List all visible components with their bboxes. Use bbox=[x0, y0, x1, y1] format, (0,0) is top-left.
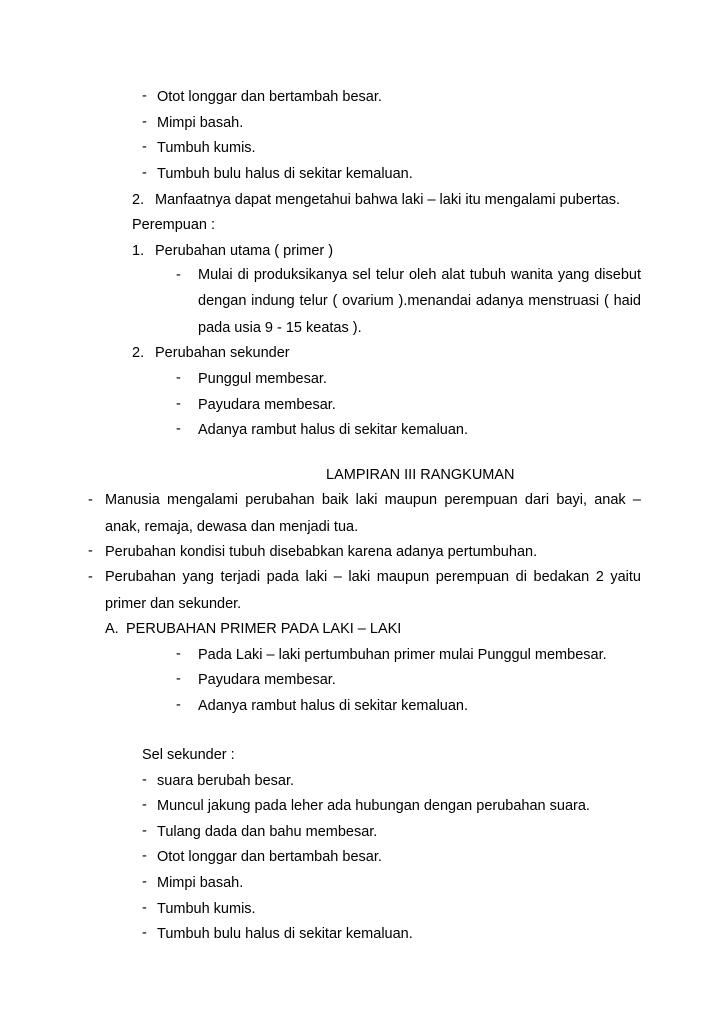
dash: - bbox=[142, 900, 147, 916]
list-item: suara berubah besar. bbox=[157, 773, 295, 789]
primer-line: pada usia 9 - 15 keatas ). bbox=[198, 320, 362, 336]
dash: - bbox=[176, 421, 181, 437]
dash: - bbox=[176, 370, 181, 386]
list-item: Tumbuh bulu halus di sekitar kemaluan. bbox=[157, 166, 413, 182]
list-item: Mimpi basah. bbox=[157, 115, 244, 131]
list-item: Adanya rambut halus di sekitar kemaluan. bbox=[198, 698, 469, 714]
dash: - bbox=[176, 396, 181, 412]
dash: - bbox=[88, 543, 93, 559]
primer-line: Mulai di produksikanya sel telur oleh alat tubuh wanita yang disebut bbox=[198, 267, 641, 283]
dash: - bbox=[142, 88, 147, 104]
dash: - bbox=[142, 925, 147, 941]
section-title: LAMPIRAN III RANGKUMAN bbox=[326, 467, 515, 483]
dash: - bbox=[142, 823, 147, 839]
list-item: Tulang dada dan bahu membesar. bbox=[157, 824, 378, 840]
perempuan-heading: Perempuan : bbox=[132, 217, 216, 233]
list-item: Tumbuh kumis. bbox=[157, 901, 256, 917]
list-item: Muncul jakung pada leher ada hubungan dengan perubahan suara. bbox=[157, 798, 590, 814]
dash: - bbox=[142, 848, 147, 864]
dash: - bbox=[176, 671, 181, 687]
section-a-title: PERUBAHAN PRIMER PADA LAKI – LAKI bbox=[126, 621, 402, 637]
summary-line: anak, remaja, dewasa dan menjadi tua. bbox=[105, 519, 359, 535]
sekunder-title: Perubahan sekunder bbox=[155, 345, 290, 361]
dash: - bbox=[142, 114, 147, 130]
list-item: Tumbuh kumis. bbox=[157, 140, 256, 156]
primer-line: dengan indung telur ( ovarium ).menandai adanya menstruasi ( haid bbox=[198, 293, 641, 309]
list-item: Otot longgar dan bertambah besar. bbox=[157, 849, 382, 865]
summary-line: primer dan sekunder. bbox=[105, 596, 242, 612]
dash: - bbox=[176, 697, 181, 713]
summary-line: Perubahan yang terjadi pada laki – laki maupun perempuan di bedakan 2 yaitu bbox=[105, 569, 641, 585]
summary-line: Perubahan kondisi tubuh disebabkan karena adanya pertumbuhan. bbox=[105, 544, 538, 560]
item-number: 2. bbox=[132, 345, 145, 361]
dash: - bbox=[142, 772, 147, 788]
dash: - bbox=[142, 139, 147, 155]
list-item: Payudara membesar. bbox=[198, 397, 336, 413]
primer-title: Perubahan utama ( primer ) bbox=[155, 243, 334, 259]
dash: - bbox=[88, 569, 93, 585]
dash: - bbox=[142, 874, 147, 890]
summary-line: Manusia mengalami perubahan baik laki maupun perempuan dari bayi, anak – bbox=[105, 492, 641, 508]
list-item: Mimpi basah. bbox=[157, 875, 244, 891]
list-item: Tumbuh bulu halus di sekitar kemaluan. bbox=[157, 926, 413, 942]
item-number: 2. bbox=[132, 192, 145, 208]
section-label: A. bbox=[105, 621, 119, 637]
list-item: Punggul membesar. bbox=[198, 371, 327, 387]
benefit-text: Manfaatnya dapat mengetahui bahwa laki – laki itu mengalami pubertas. bbox=[155, 192, 621, 208]
list-item: Pada Laki – laki pertumbuhan primer mulai Punggul membesar. bbox=[198, 647, 607, 663]
dash: - bbox=[88, 492, 93, 508]
list-item: Adanya rambut halus di sekitar kemaluan. bbox=[198, 422, 469, 438]
dash: - bbox=[176, 267, 181, 283]
item-number: 1. bbox=[132, 243, 145, 259]
list-item: Otot longgar dan bertambah besar. bbox=[157, 89, 382, 105]
list-item: Payudara membesar. bbox=[198, 672, 336, 688]
dash: - bbox=[176, 646, 181, 662]
dash: - bbox=[142, 165, 147, 181]
sekunder-heading: Sel sekunder : bbox=[142, 747, 235, 763]
dash: - bbox=[142, 797, 147, 813]
